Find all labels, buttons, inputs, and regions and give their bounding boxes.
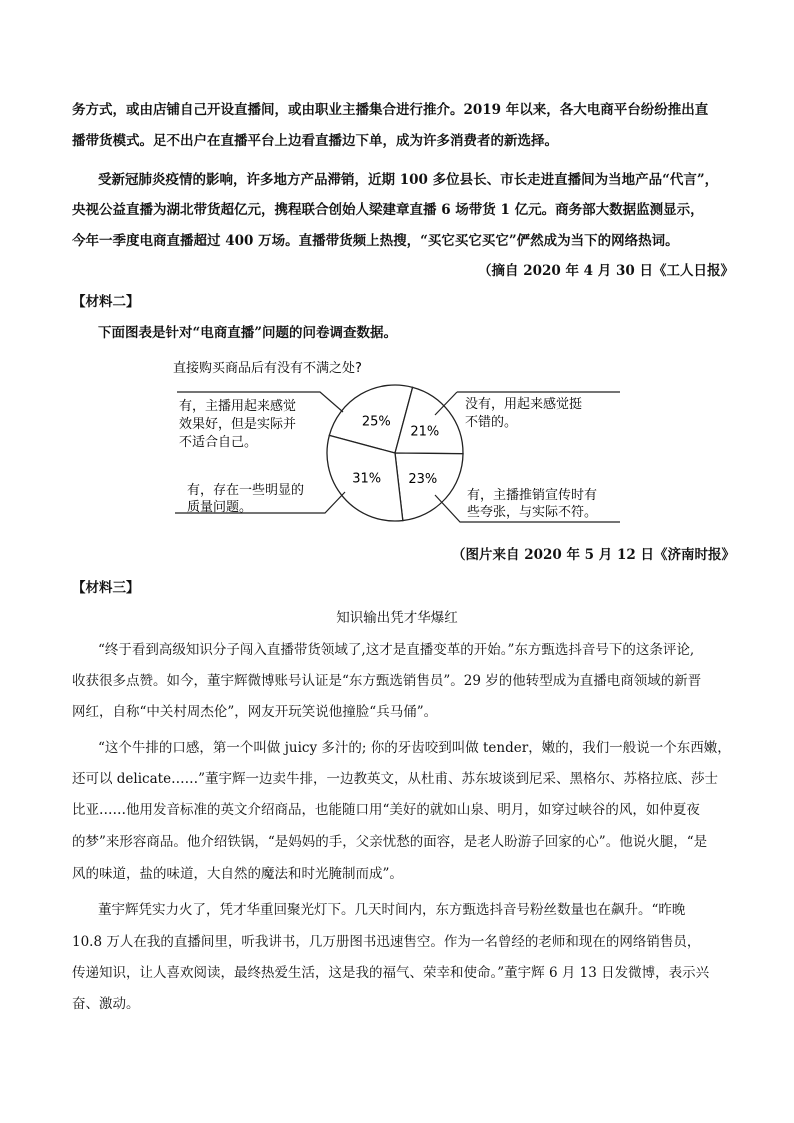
article-title: 知识输出凭才华爆红 xyxy=(336,610,458,626)
para1-line2: 播带货模式。足不出户在直播平台上边看直播边下单，成为许多消费者的新选择。 xyxy=(72,133,558,149)
callout-a-line1: 有，主播用起来感觉 xyxy=(179,399,297,414)
survey-pie-chart xyxy=(165,350,625,530)
material3-heading: 【材料三】 xyxy=(72,580,140,596)
pie-slice-label: 23% xyxy=(408,472,438,488)
para1-line1: 务方式，或由店铺自己开设直播间，或由职业主播集合进行推介。2019 年以来，各大电商平台纷纷推出直 xyxy=(72,102,709,118)
m3-p3-line2: 10.8 万人在我的直播间里，听我讲书，几万册图书迅速售空。作为一名曾经的老师和现在的网络销售员， xyxy=(72,934,701,950)
callout-c-line2: 些夸张，与实际不符。 xyxy=(467,505,598,520)
pie-slice-label: 21% xyxy=(410,424,440,440)
m3-p1-line2: 收获很多点赞。如今，董宇辉微博账号认证是“东方甄选销售员”。29 岁的他转型成为直播电商领域的新晋 xyxy=(72,673,702,689)
callout-c-line1: 有，主播推销宣传时有 xyxy=(467,488,598,503)
m3-p3-line4: 奋、激动。 xyxy=(72,996,140,1012)
m3-p2-line2: 还可以 delicate……”董宇辉一边卖牛排，一边教英文，从杜甫、苏东坡谈到尼采、黑格尔、苏格拉底、莎士 xyxy=(72,771,718,787)
m3-p2-line3: 比亚……他用发音标准的英文介绍商品，也能随口用“美好的就如山泉、明月，如穿过峡谷的风，如仲夏夜 xyxy=(72,802,700,818)
para2-line2: 央视公益直播为湖北带货超亿元，携程联合创始人梁建章直播 6 场带货 1 亿元。商务部大数据监测显示， xyxy=(72,202,704,218)
pie-slice-label: 31% xyxy=(352,471,382,487)
pie-slice-label: 25% xyxy=(361,414,391,430)
chart-title: 直接购买商品后有没有不满之处? xyxy=(173,361,362,376)
callout-b-line1: 没有，用起来感觉挺 xyxy=(465,397,583,412)
m3-p1-line1: “终于看到高级知识分子闯入直播带货领域了,这才是直播变革的开始。”东方甄选抖音号下的这条评论, xyxy=(98,642,695,658)
callout-d-line1: 有，存在一些明显的 xyxy=(187,483,305,498)
para2-line1: 受新冠肺炎疫情的影响，许多地方产品滞销，近期 100 多位县长、市长走进直播间为当地产品“代言”， xyxy=(98,172,719,188)
m3-p2-line5: 风的味道，盐的味道，大自然的魔法和时光腌制而成”。 xyxy=(72,866,403,882)
source-2: （图片来自 2020 年 5 月 12 日《济南时报》 xyxy=(452,547,735,563)
callout-d-line2: 质量问题。 xyxy=(187,500,253,515)
source-1: （摘自 2020 年 4 月 30 日《工人日报》 xyxy=(478,263,734,279)
m3-p3-line3: 传递知识，让人喜欢阅读，最终热爱生活，这是我的福气、荣幸和使命。”董宇辉 6 月 13 日发微博，表示兴 xyxy=(72,965,710,981)
m3-p1-line3: 网红，自称“中关村周杰伦”，网友开玩笑说他撞脸“兵马俑”。 xyxy=(72,704,438,720)
material2-intro: 下面图表是针对“电商直播”问题的问卷调查数据。 xyxy=(98,325,398,341)
material2-heading: 【材料二】 xyxy=(72,294,140,310)
m3-p2-line1: “这个牛排的口感，第一个叫做 juicy 多汁的; 你的牙齿咬到叫做 tender，嫩的，我们一般说一个东西嫩， xyxy=(98,740,731,756)
callout-b-line2: 不错的。 xyxy=(465,415,518,430)
callout-a-line2: 效果好，但是实际并 xyxy=(179,417,297,432)
callout-a-line3: 不适合自己。 xyxy=(179,435,258,450)
pie-slices xyxy=(327,385,463,521)
m3-p3-line1: 董宇辉凭实力火了，凭才华重回聚光灯下。几天时间内，东方甄选抖音号粉丝数量也在飙升。“昨晚 xyxy=(98,902,686,918)
para2-line3: 今年一季度电商直播超过 400 万场。直播带货频上热搜，“买它买它买它”俨然成为当下的网络热词。 xyxy=(72,233,679,249)
m3-p2-line4: 的梦”来形容商品。他介绍铁锅，“是妈妈的手，父亲忧愁的面容，是老人盼游子回家的心”。他说火腿，“是 xyxy=(72,834,708,850)
